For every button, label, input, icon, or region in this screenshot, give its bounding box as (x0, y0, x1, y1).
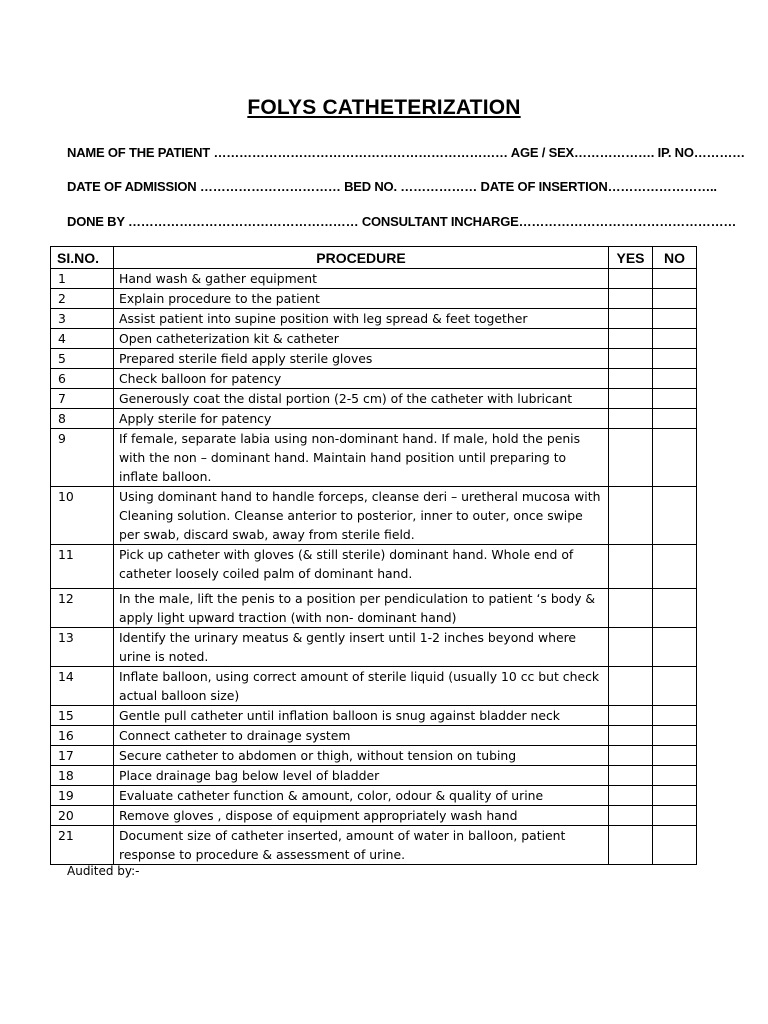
yes-checkbox-cell[interactable] (609, 369, 653, 389)
row-procedure: If female, separate labia using non-dominant hand. If male, hold the penis with the non – dominant hand. Maintain hand position until preparing to inflate balloon. (114, 429, 609, 487)
yes-checkbox-cell[interactable] (609, 269, 653, 289)
no-checkbox-cell[interactable] (653, 309, 697, 329)
yes-checkbox-cell[interactable] (609, 409, 653, 429)
no-checkbox-cell[interactable] (653, 746, 697, 766)
row-number: 6 (51, 369, 114, 389)
procedure-checklist-table (50, 246, 697, 865)
table-row (51, 289, 697, 309)
row-procedure: Remove gloves , dispose of equipment appropriately wash hand (114, 806, 609, 826)
no-checkbox-cell[interactable] (653, 786, 697, 806)
row-procedure: In the male, lift the penis to a position per pendiculation to patient ‘s body & apply light upward traction (with non- dominant hand) (114, 589, 609, 628)
table-row (51, 309, 697, 329)
patient-info-line: NAME OF THE PATIENT …………………………………………………………… AGE / SEX………………. IP. NO………… (67, 145, 745, 160)
row-number: 13 (51, 628, 114, 667)
row-procedure: Secure catheter to abdomen or thigh, without tension on tubing (114, 746, 609, 766)
yes-checkbox-cell[interactable] (609, 545, 653, 589)
no-checkbox-cell[interactable] (653, 429, 697, 487)
audited-by-label: Audited by:- (67, 864, 140, 878)
header-yes: YES (609, 247, 653, 269)
yes-checkbox-cell[interactable] (609, 329, 653, 349)
header-procedure: PROCEDURE (114, 247, 609, 269)
table-row (51, 746, 697, 766)
row-procedure: Place drainage bag below level of bladder (114, 766, 609, 786)
table-row (51, 487, 697, 545)
row-number: 14 (51, 667, 114, 706)
row-procedure: Check balloon for patency (114, 369, 609, 389)
no-checkbox-cell[interactable] (653, 409, 697, 429)
table-row (51, 409, 697, 429)
row-number: 5 (51, 349, 114, 369)
row-number: 1 (51, 269, 114, 289)
table-header-row (51, 247, 697, 269)
document-title: FOLYS CATHETERIZATION (247, 96, 521, 119)
no-checkbox-cell[interactable] (653, 726, 697, 746)
row-number: 12 (51, 589, 114, 628)
no-checkbox-cell[interactable] (653, 667, 697, 706)
table-row (51, 786, 697, 806)
table-row (51, 667, 697, 706)
row-number: 17 (51, 746, 114, 766)
no-checkbox-cell[interactable] (653, 706, 697, 726)
row-number: 9 (51, 429, 114, 487)
table-row (51, 369, 697, 389)
row-procedure: Evaluate catheter function & amount, color, odour & quality of urine (114, 786, 609, 806)
yes-checkbox-cell[interactable] (609, 349, 653, 369)
row-number: 8 (51, 409, 114, 429)
yes-checkbox-cell[interactable] (609, 726, 653, 746)
no-checkbox-cell[interactable] (653, 826, 697, 865)
admission-info-line: DATE OF ADMISSION …………………………… BED NO. ……………… DATE OF INSERTION…………………….. (67, 179, 717, 194)
yes-checkbox-cell[interactable] (609, 746, 653, 766)
row-procedure: Connect catheter to drainage system (114, 726, 609, 746)
yes-checkbox-cell[interactable] (609, 667, 653, 706)
row-number: 20 (51, 806, 114, 826)
yes-checkbox-cell[interactable] (609, 389, 653, 409)
no-checkbox-cell[interactable] (653, 389, 697, 409)
row-procedure: Apply sterile for patency (114, 409, 609, 429)
no-checkbox-cell[interactable] (653, 589, 697, 628)
no-checkbox-cell[interactable] (653, 369, 697, 389)
row-number: 4 (51, 329, 114, 349)
table-row (51, 389, 697, 409)
no-checkbox-cell[interactable] (653, 628, 697, 667)
no-checkbox-cell[interactable] (653, 269, 697, 289)
row-procedure: Assist patient into supine position with leg spread & feet together (114, 309, 609, 329)
table-row (51, 766, 697, 786)
yes-checkbox-cell[interactable] (609, 289, 653, 309)
row-number: 10 (51, 487, 114, 545)
row-procedure: Identify the urinary meatus & gently insert until 1-2 inches beyond where urine is noted. (114, 628, 609, 667)
table-row (51, 545, 697, 589)
table-row (51, 329, 697, 349)
table-row (51, 628, 697, 667)
yes-checkbox-cell[interactable] (609, 806, 653, 826)
table-row (51, 726, 697, 746)
no-checkbox-cell[interactable] (653, 545, 697, 589)
row-procedure: Pick up catheter with gloves (& still sterile) dominant hand. Whole end of catheter loosely coiled palm of dominant hand. (114, 545, 609, 589)
row-number: 11 (51, 545, 114, 589)
row-procedure: Hand wash & gather equipment (114, 269, 609, 289)
yes-checkbox-cell[interactable] (609, 589, 653, 628)
row-number: 15 (51, 706, 114, 726)
header-sl-no: SI.NO. (51, 247, 114, 269)
row-procedure: Explain procedure to the patient (114, 289, 609, 309)
table-row (51, 589, 697, 628)
row-number: 19 (51, 786, 114, 806)
row-number: 18 (51, 766, 114, 786)
table-row (51, 826, 697, 865)
table-row (51, 806, 697, 826)
row-number: 2 (51, 289, 114, 309)
row-procedure: Prepared sterile field apply sterile gloves (114, 349, 609, 369)
row-procedure: Open catheterization kit & catheter (114, 329, 609, 349)
yes-checkbox-cell[interactable] (609, 766, 653, 786)
row-procedure: Inflate balloon, using correct amount of sterile liquid (usually 10 cc but check actual balloon size) (114, 667, 609, 706)
no-checkbox-cell[interactable] (653, 349, 697, 369)
row-procedure: Generously coat the distal portion (2-5 cm) of the catheter with lubricant (114, 389, 609, 409)
table-row (51, 269, 697, 289)
row-number: 21 (51, 826, 114, 865)
no-checkbox-cell[interactable] (653, 329, 697, 349)
no-checkbox-cell[interactable] (653, 487, 697, 545)
header-no: NO (653, 247, 697, 269)
row-procedure: Using dominant hand to handle forceps, cleanse deri – uretheral mucosa with Cleaning solution. Cleanse anterior to posterior, inner to outer, once swipe per swab, discard swab, away from sterile field. (114, 487, 609, 545)
yes-checkbox-cell[interactable] (609, 628, 653, 667)
row-procedure: Gentle pull catheter until inflation balloon is snug against bladder neck (114, 706, 609, 726)
yes-checkbox-cell[interactable] (609, 487, 653, 545)
yes-checkbox-cell[interactable] (609, 826, 653, 865)
yes-checkbox-cell[interactable] (609, 429, 653, 487)
row-number: 3 (51, 309, 114, 329)
no-checkbox-cell[interactable] (653, 289, 697, 309)
row-number: 16 (51, 726, 114, 746)
row-procedure: Document size of catheter inserted, amount of water in balloon, patient response to procedure & assessment of urine. (114, 826, 609, 865)
no-checkbox-cell[interactable] (653, 766, 697, 786)
yes-checkbox-cell[interactable] (609, 309, 653, 329)
row-number: 7 (51, 389, 114, 409)
table-row (51, 706, 697, 726)
yes-checkbox-cell[interactable] (609, 706, 653, 726)
no-checkbox-cell[interactable] (653, 806, 697, 826)
staff-info-line: DONE BY ……………………………………………… CONSULTANT INCHARGE…………………………………………… (67, 214, 737, 229)
yes-checkbox-cell[interactable] (609, 786, 653, 806)
table-row (51, 349, 697, 369)
table-row (51, 429, 697, 487)
